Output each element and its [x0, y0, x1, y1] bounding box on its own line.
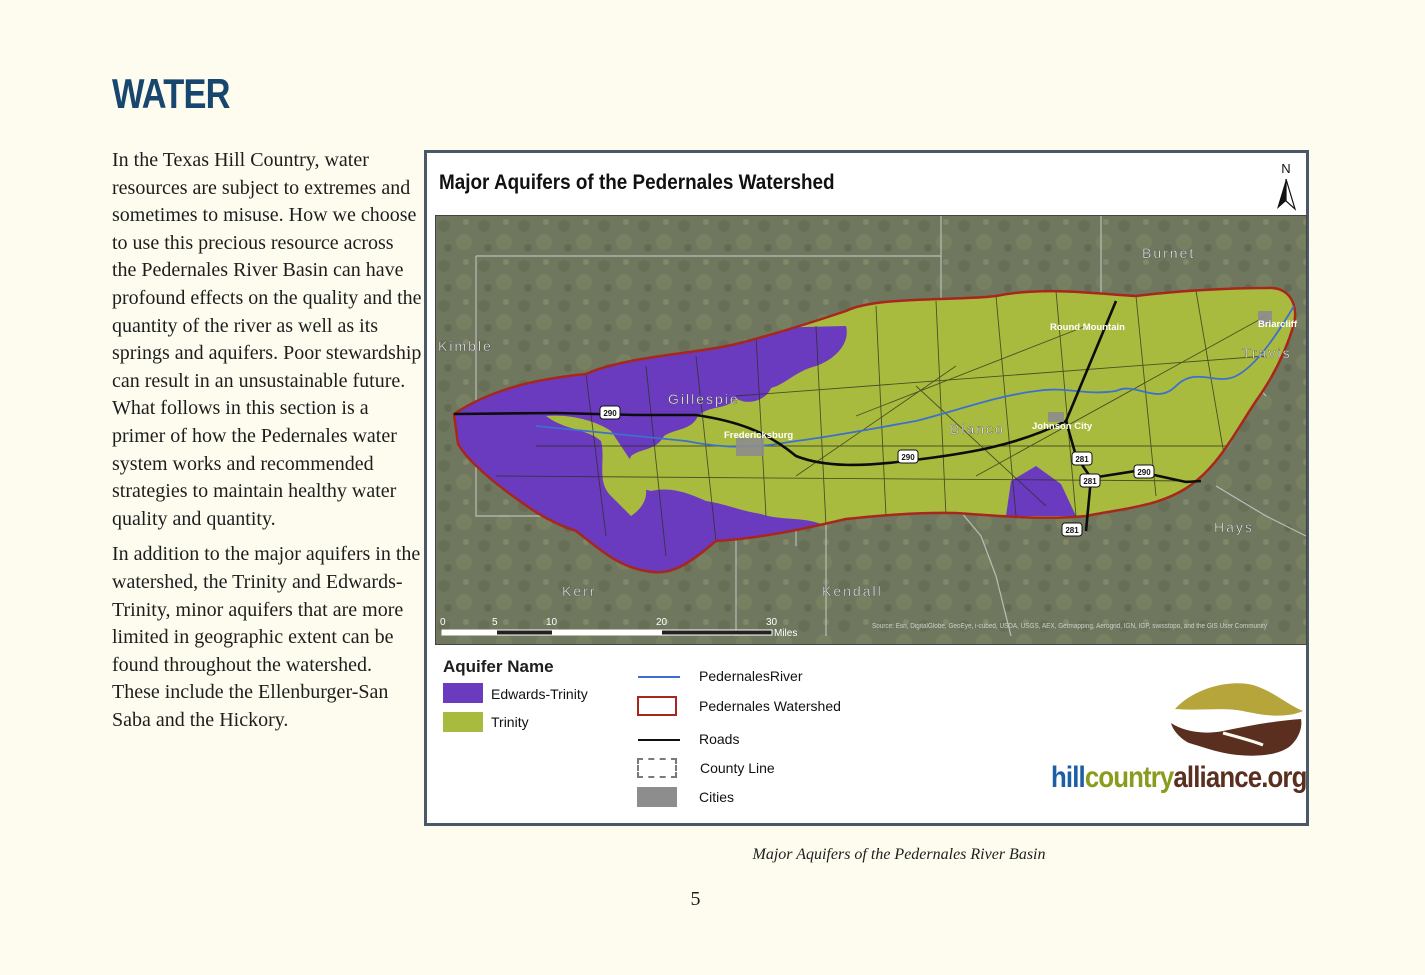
paragraph-2: In addition to the major aquifers in the watershed, the Trinity and Edwards-Trinity, minor aquifers that are more limited in geographic extent can be found throughout the watershed. These include the Ellenburger-San Saba and the Hickory. [112, 543, 421, 731]
city-label: Briarcliff [1258, 319, 1298, 330]
county-label: Hays [1214, 519, 1254, 535]
city-label: Johnson City [1032, 421, 1093, 432]
map-title: Major Aquifers of the Pedernales Watershed [439, 171, 835, 194]
scale-unit: Miles [774, 628, 798, 639]
legend-label-roads: Roads [699, 731, 740, 747]
highway-shield: 290 [901, 453, 915, 462]
highway-shield: 281 [1065, 526, 1079, 535]
county-label: Kendall [822, 583, 883, 599]
county-label: Kimble [438, 338, 493, 354]
scale-tick: 0 [440, 617, 446, 628]
north-label: N [1281, 161, 1291, 176]
highway-shield: 281 [1083, 477, 1097, 486]
highway-shield: 281 [1075, 455, 1089, 464]
roads-symbol [638, 739, 680, 741]
attribution: Source: Esri, DigitalGlobe, GeoEye, i-cubed, USDA, USGS, AEX, Getmapping, Aerogrid, IGN, IGP, swisstopo, and the GIS User Community [872, 623, 1268, 630]
legend-title: Aquifer Name [443, 657, 554, 676]
page-heading: WATER [112, 70, 230, 117]
legend-label-county-line: County Line [700, 760, 775, 776]
body-text [112, 147, 422, 742]
scale-tick: 10 [546, 617, 558, 628]
figure-caption: Major Aquifers of the Pedernales River Basin [752, 846, 1046, 863]
highway-shield: 290 [1137, 468, 1151, 477]
legend-label-trinity: Trinity [491, 714, 529, 730]
edwards-trinity-swatch [443, 683, 483, 703]
highway-shield: 290 [603, 409, 617, 418]
river-symbol [638, 676, 680, 678]
logo-alliance: alliance [1173, 761, 1262, 794]
county-line-symbol [637, 758, 677, 778]
city-label: Fredericksburg [724, 430, 794, 441]
scale-tick: 30 [766, 617, 778, 628]
county-label: Travis [1242, 345, 1292, 361]
legend-label-watershed: Pedernales Watershed [699, 698, 841, 714]
scale-tick: 20 [656, 617, 668, 628]
cities-symbol [637, 787, 677, 807]
legend-label-cities: Cities [699, 789, 735, 805]
county-label: Blanco [950, 421, 1005, 437]
city-label: Round Mountain [1050, 322, 1125, 333]
logo-org: .org [1261, 761, 1307, 794]
county-label: Burnet [1142, 245, 1196, 261]
north-arrow-icon [1273, 159, 1299, 211]
map-figure [424, 150, 1309, 826]
legend-label-river: PedernalesRiver [699, 668, 803, 684]
watershed-symbol [637, 696, 677, 716]
logo-hill: hill [1051, 761, 1085, 794]
county-label: Kerr [562, 583, 597, 599]
satellite-map [435, 215, 1307, 645]
logo-country: country [1084, 761, 1174, 794]
county-label: Gillespie [668, 391, 740, 407]
trinity-swatch [443, 712, 483, 732]
scale-tick: 5 [492, 617, 498, 628]
paragraph-1: In the Texas Hill Country, water resources are subject to extremes and sometimes to misuse. How we choose to use this precious resource across the Pedernales River Basin can have profound effects on the quality and the quantity of the river as well as its springs and aquifers. Poor stewardship can result in an unsustainable future. What follows in this section is a primer of how the Pedernales water system works and recommended strategies to maintain healthy water quality and quantity. [112, 149, 422, 530]
logo-text [1051, 761, 1307, 795]
legend-label-edwards-trinity: Edwards-Trinity [491, 686, 588, 702]
page-number: 5 [690, 888, 701, 910]
